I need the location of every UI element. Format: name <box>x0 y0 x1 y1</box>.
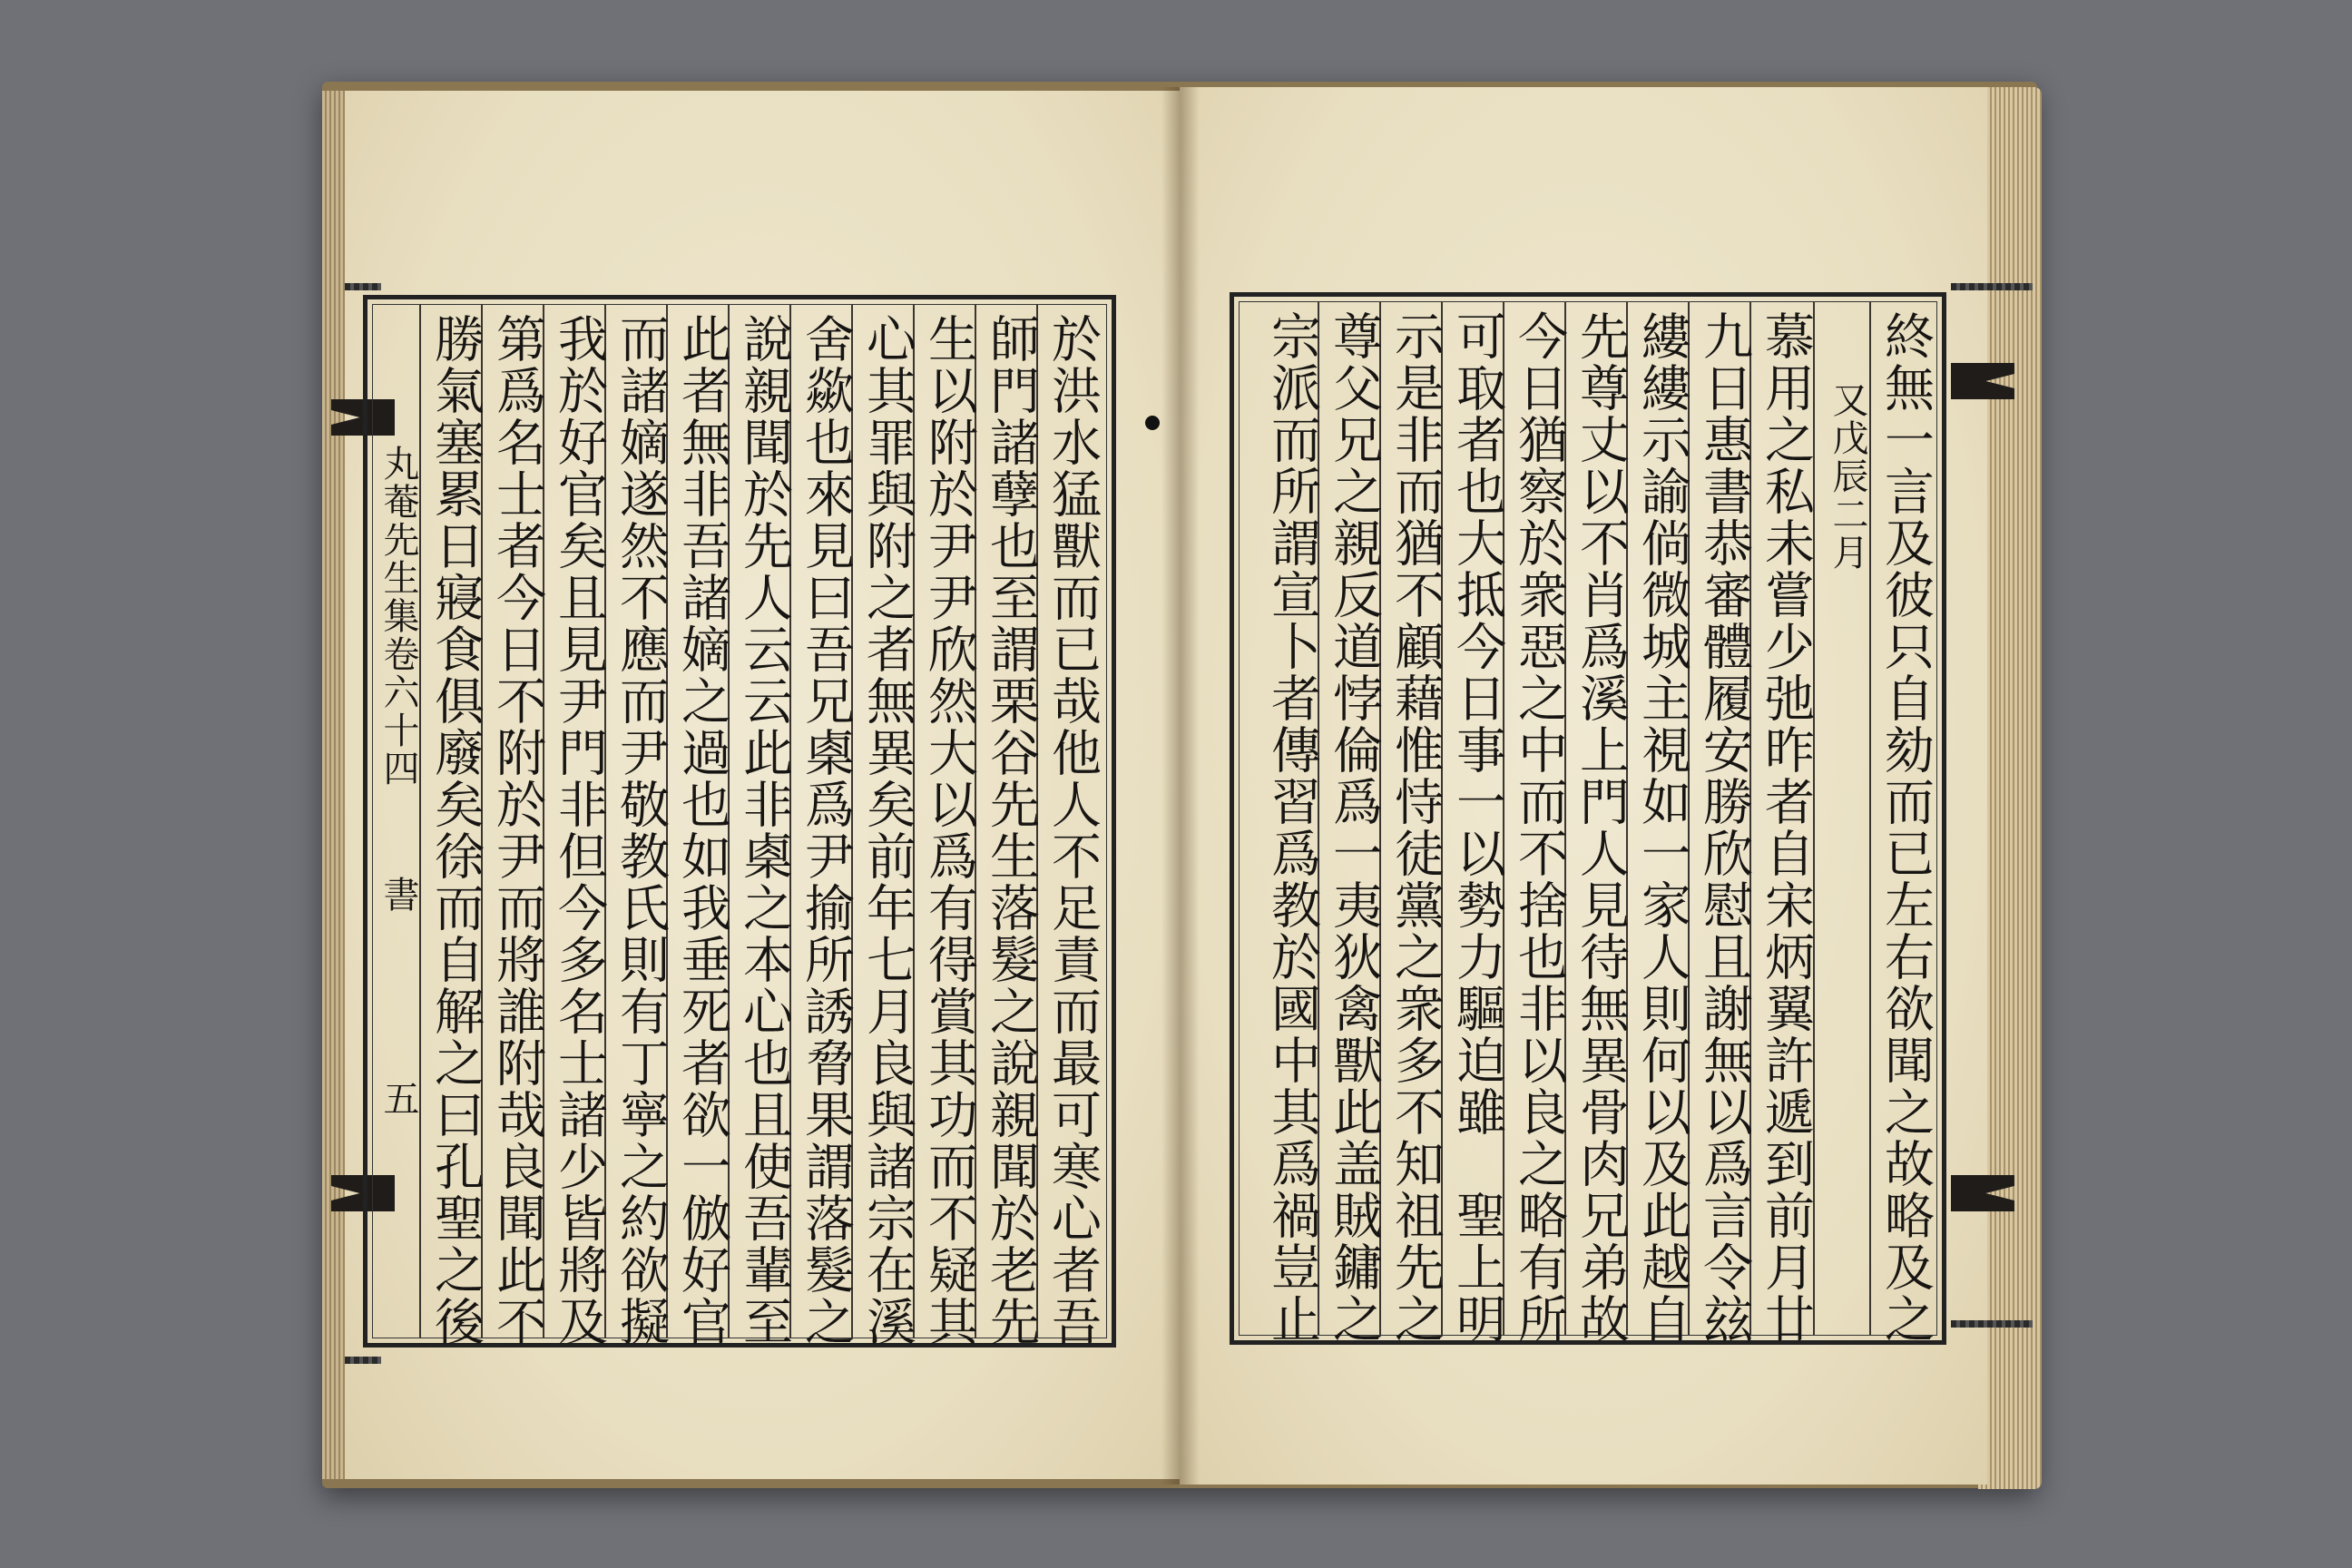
text-column: 我於好官矣且見尹門非但今多名士諸少皆將及 <box>550 313 608 1348</box>
text-column: 於洪水猛獸而已哉他人不足責而最可寒心者吾 <box>1044 313 1102 1348</box>
text-column: 宗派而所謂宣卜者傳習爲教於國中其爲禍豈止 <box>1263 310 1321 1345</box>
column-rule <box>1869 301 1871 1336</box>
text-column: 而諸嫡遂然不應而尹敬教氏則有丁寧之約欲擬 <box>612 313 670 1348</box>
text-column: 尊父兄之親反道悖倫爲一夷狄禽獸此盖賊鏞之 <box>1325 310 1383 1345</box>
text-column: 第爲名士者今日不附於尹而將誰附哉良聞此不 <box>488 313 546 1348</box>
stitch-mark <box>1951 283 2033 290</box>
running-head-title: 丸菴先生集卷六十四 <box>377 445 419 788</box>
text-column: 可取者也大抵今日事一以勢力驅迫雖 聖上明 <box>1448 310 1506 1345</box>
column-rule <box>419 304 421 1338</box>
right-page-edges <box>1978 87 2042 1489</box>
text-column: 縷縷示諭倘微城主視如一家人則何以及此越自 <box>1633 310 1691 1345</box>
text-column: 舍歘也來見曰吾兄㮚爲尹揄所誘脅果謂落髮之 <box>797 313 855 1348</box>
text-column: 生以附於尹尹欣然大以爲有得賞其功而不疑其 <box>920 313 978 1348</box>
text-column: 師門諸孽也至謂栗谷先生落髮之說親聞於老先 <box>982 313 1040 1348</box>
running-head-section: 書 <box>377 876 419 914</box>
text-column: 心其罪與附之者無異矣前年七月良與諸宗在溪 <box>858 313 916 1348</box>
text-column: 此者無非吾諸嫡之過也如我垂死者欲一倣好官 <box>673 313 731 1348</box>
letter-date-heading: 又戊辰二月 <box>1827 381 1868 572</box>
book-gutter <box>1161 87 1200 1485</box>
worm-hole <box>1145 416 1160 430</box>
text-column: 慕用之私未嘗少弛昨者自宋炳翼許遞到前月廿 <box>1757 310 1815 1345</box>
text-column: 九日惠書恭審體履安勝欣慰且謝無以爲言令玆 <box>1695 310 1753 1345</box>
stitch-mark <box>1951 1320 2033 1328</box>
stitch-mark <box>345 283 381 290</box>
text-column: 示是非而猶不顧藉惟恃徒黨之衆多不知祖先之 <box>1387 310 1445 1345</box>
text-column: 說親聞於先人云云此非㮚之本心也且使吾輩至 <box>735 313 793 1348</box>
text-column: 勝氣塞累日寢食俱廢矣徐而自解之曰孔聖之後 <box>426 313 485 1348</box>
running-head-page-number: 五 <box>377 1080 419 1118</box>
text-column: 終無一言及彼只自劾而已左右欲聞之故略及之 <box>1877 310 1935 1345</box>
text-column: 今日猶察於衆惡之中而不捨也非以良之略有所 <box>1510 310 1568 1345</box>
stitch-mark <box>345 1357 381 1364</box>
text-column: 先尊丈以不肖爲溪上門人見待無異骨肉兄弟故 <box>1572 310 1630 1345</box>
